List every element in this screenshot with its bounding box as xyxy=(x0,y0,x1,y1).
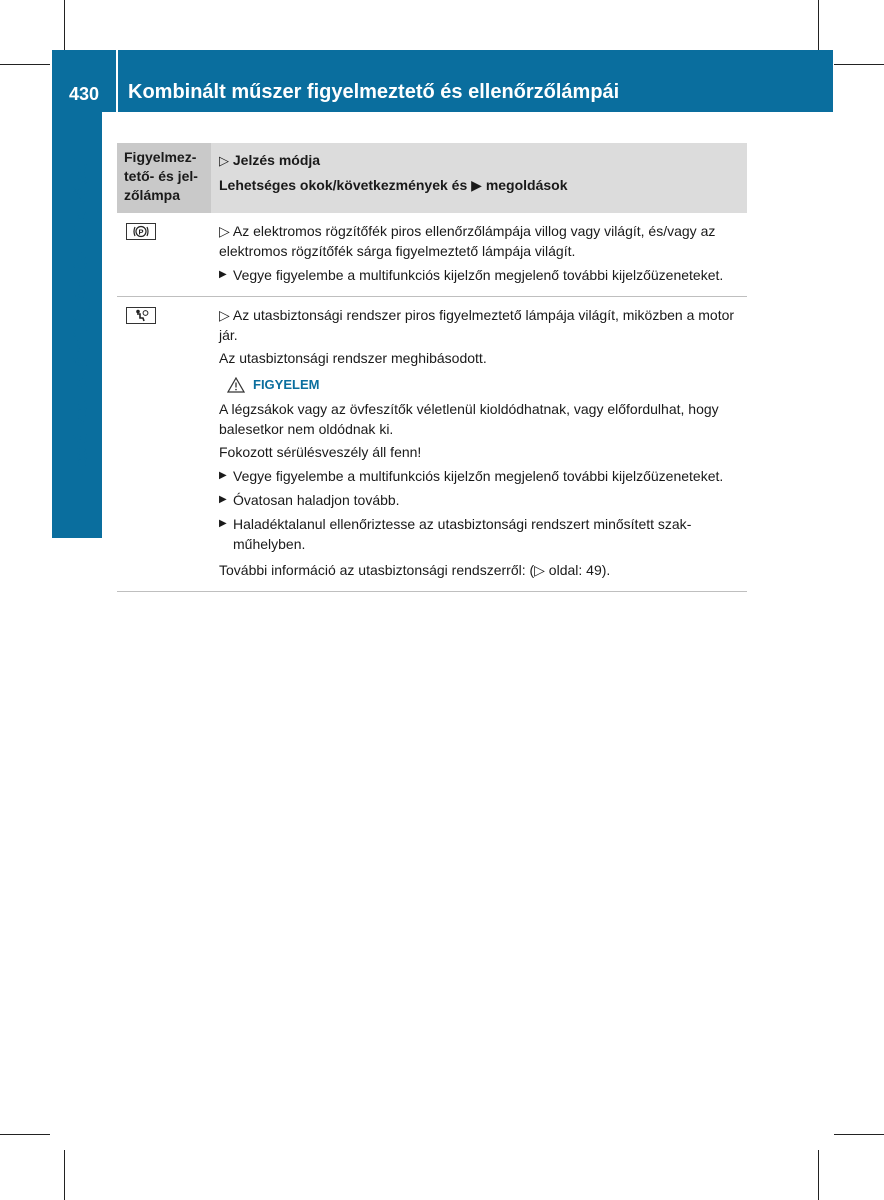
signal-triangle-icon: ▷ xyxy=(219,153,229,168)
solution-arrow-icon: ▶ xyxy=(471,177,482,193)
side-label: Fedélzeti számítógép és kijelzései xyxy=(70,156,93,479)
description-cell xyxy=(211,297,747,591)
warning-triangle-icon xyxy=(227,377,245,393)
warning-text: A légzsákok vagy az övfeszítők véletlenül kioldódhatnak, vagy előfordulhat, hogy balesetkor nem oldódnak ki. xyxy=(219,401,719,437)
list-item xyxy=(219,490,741,510)
svg-text:P: P xyxy=(138,227,144,237)
bullet-arrow-icon: ▶ xyxy=(219,470,227,481)
crop-mark xyxy=(818,1150,819,1200)
bullet-text: Vegye figyelembe a multifunkciós kijelzőn megjelenő további kijelzőüzeneteket. xyxy=(233,468,724,484)
cause-text: Az utasbiztonsági rendszer meghibásodott. xyxy=(219,350,487,366)
header-col1-line: zőlámpa xyxy=(124,187,181,203)
header-divider xyxy=(116,50,118,112)
warning-lamp-table xyxy=(117,143,747,592)
signal-text xyxy=(219,221,741,261)
header-col-lamp xyxy=(117,143,211,213)
crop-mark xyxy=(834,64,884,65)
crop-mark xyxy=(64,0,65,50)
bullet-arrow-icon: ▶ xyxy=(219,518,227,529)
parking-brake-lamp-icon xyxy=(126,223,156,240)
crop-mark xyxy=(0,1134,50,1135)
lamp-cell xyxy=(117,213,211,296)
list-item xyxy=(219,466,741,486)
bullet-text: Vegye figyelembe a multifunkciós kijelzőn megjelenő további kijelzőüzeneteket. xyxy=(233,267,724,283)
header-col1-line: Figyelmez- xyxy=(124,149,197,165)
table-row xyxy=(117,297,747,592)
signal-triangle-icon: ▷ xyxy=(219,223,230,239)
header-solutions-label: megoldások xyxy=(485,177,568,193)
table-row xyxy=(117,213,747,297)
header-causes-label: Lehetséges okok/következmények és xyxy=(219,177,468,193)
signal-desc: Az elektromos rögzítőfék piros ellenőrzőlámpája villog vagy világít, és/vagy az elektromos rögzítőfék sárga figyelmeztető lámpája világít. xyxy=(219,223,716,259)
crop-mark xyxy=(0,64,50,65)
side-label-wrap xyxy=(64,145,100,490)
header-col1-line: tető- és jel- xyxy=(124,168,198,184)
airbag-lamp-icon xyxy=(126,307,156,324)
crop-mark xyxy=(818,0,819,50)
lamp-cell xyxy=(117,297,211,591)
reference-text: További információ az utasbiztonsági rendszerről: (▷ oldal: 49). xyxy=(219,562,611,578)
warning-text: Fokozott sérülésveszély áll fenn! xyxy=(219,444,422,460)
crop-mark xyxy=(834,1134,884,1135)
signal-triangle-icon: ▷ xyxy=(219,307,230,323)
header-col-signal xyxy=(211,143,747,213)
description-cell xyxy=(211,213,747,296)
page-number: 430 xyxy=(68,84,100,104)
bullet-text: Óvatosan haladjon tovább. xyxy=(233,492,400,508)
list-item xyxy=(219,514,741,554)
signal-desc: Az utasbiztonsági rendszer piros figyelmeztető lámpája világít, miközben a motor jár. xyxy=(219,307,735,343)
bullet-arrow-icon: ▶ xyxy=(219,494,227,505)
bullet-text: Haladéktalanul ellenőriztesse az utasbiztonsági rendszert minősített szakműhelyben. xyxy=(233,516,692,552)
signal-text xyxy=(219,305,741,345)
page-title: Kombinált műszer figyelmeztető és ellenőrzőlámpái xyxy=(128,81,620,103)
header-signal-label: Jelzés módja xyxy=(232,152,321,168)
warning-heading xyxy=(227,375,741,395)
table-header xyxy=(117,143,747,213)
list-item xyxy=(219,265,741,285)
crop-mark xyxy=(64,1150,65,1200)
warning-label: FIGYELEM xyxy=(253,377,320,392)
bullet-arrow-icon: ▶ xyxy=(219,269,227,280)
